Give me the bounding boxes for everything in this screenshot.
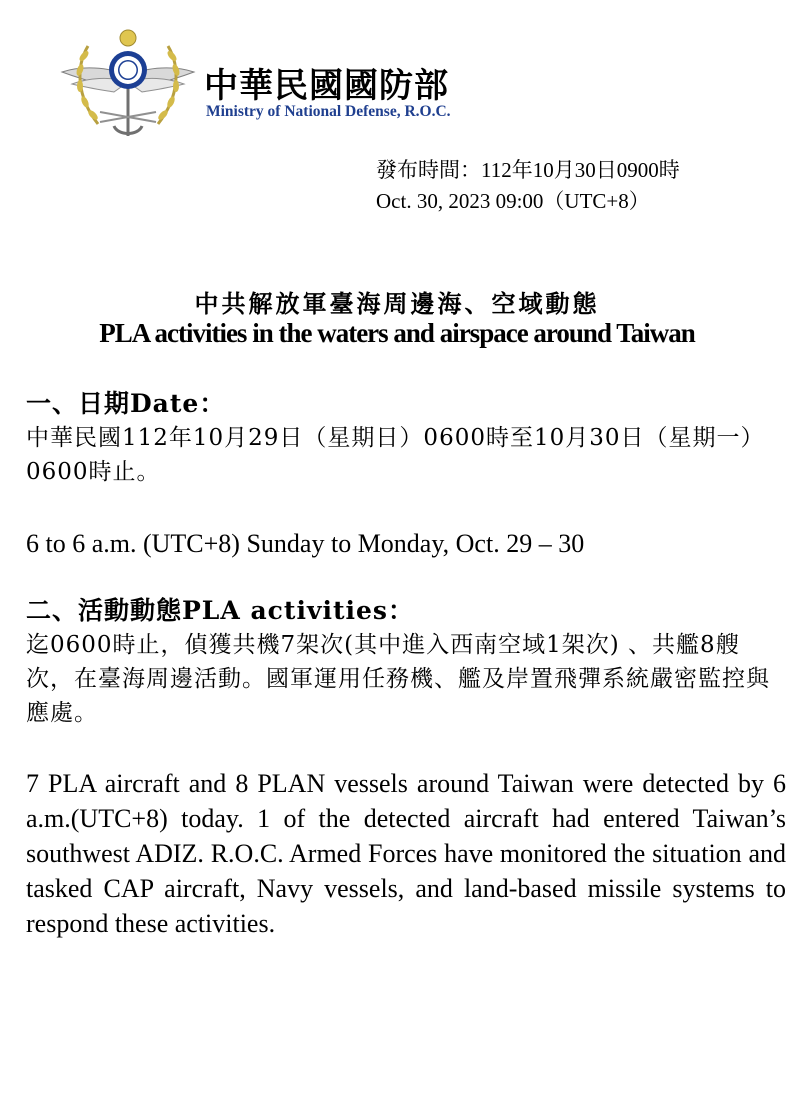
section-activities-text-chinese: 迄0600時止，偵獲共機7架次(其中進入西南空域1架次) 、共艦8艘次，在臺海周邊活動。國軍運用任務機、艦及岸置飛彈系統嚴密監控與應處。 (26, 632, 770, 726)
release-time (376, 155, 680, 217)
section-activities-heading: 二、活動動態PLA activities： (26, 596, 414, 625)
section-date-text-english: 6 to 6 a.m. (UTC+8) Sunday to Monday, Oct. 29 – 30 (26, 529, 585, 558)
emblem-icon (58, 26, 198, 142)
section-date-text-chinese: 中華民國112年10月29日（星期日）0600時至10月30日（星期一）0600時止。 (26, 425, 765, 485)
release-time-chinese: 發布時間：112年10月30日0900時 (376, 158, 680, 182)
mnd-emblem-logo (58, 26, 198, 142)
ministry-name-chinese: 中華民國國防部 (204, 66, 449, 106)
section-date-heading: 一、日期Date： (26, 389, 226, 418)
release-time-english: Oct. 30, 2023 09:00（UTC+8） (376, 189, 650, 213)
document-title-chinese: 中共解放軍臺海周邊海、空域動態 (194, 289, 600, 318)
section-activities (26, 594, 786, 730)
document-title-english: PLA activities in the waters and airspace around Taiwan (99, 318, 695, 348)
section-activities-text-english: 7 PLA aircraft and 8 PLAN vessels around Taiwan were detected by 6 a.m.(UTC+8) today. 1 of the detected aircraft had entered Taiwan’s southwest ADIZ. R.O.C. Armed Forces have monitored the situation and tasked CAP aircraft, Navy vessels, and land-based missile systems to respond these activities. (26, 769, 786, 938)
ministry-name-english: Ministry of National Defense, R.O.C. (206, 103, 451, 120)
section-date (26, 387, 786, 489)
